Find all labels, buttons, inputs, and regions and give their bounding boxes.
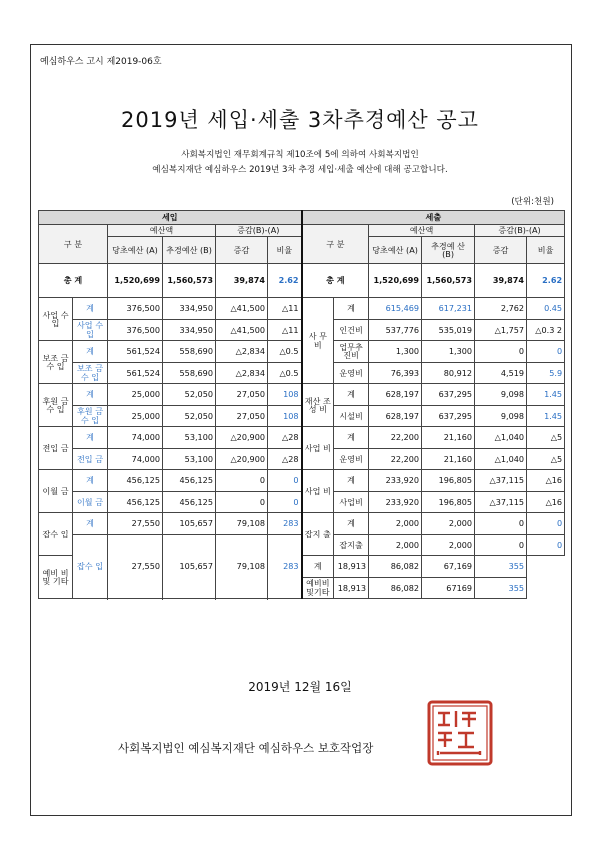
official-seal	[426, 699, 494, 767]
income-supp: 105,657	[163, 513, 216, 535]
income-orig: 561,524	[108, 362, 163, 384]
expense-supp: 2,000	[422, 534, 475, 556]
income-supp-header: 추경예산 (B)	[163, 237, 216, 264]
income-supp: 105,657	[163, 534, 216, 599]
expense-subcategory: 운영비	[334, 362, 369, 384]
income-orig-header: 당초예산 (A)	[108, 237, 163, 264]
expense-ratio: 0.45	[527, 298, 565, 320]
expense-ratio: 1.45	[527, 405, 565, 427]
income-ratio-header: 비율	[268, 237, 302, 264]
income-category: 보조 금수 입	[39, 341, 73, 384]
expense-supp: 535,019	[422, 319, 475, 341]
income-header: 세입	[39, 211, 302, 225]
income-diff-header: 증감(B)-(A)	[216, 225, 302, 237]
income-change: 0	[216, 491, 268, 513]
expense-orig: 628,197	[369, 384, 422, 406]
income-ratio: 108	[268, 405, 302, 427]
page-title: 2019년 세입·세출 3차추경예산 공고	[121, 108, 479, 132]
expense-subcategory: 계	[334, 427, 369, 449]
table-row	[39, 298, 565, 320]
income-ratio: 0	[268, 491, 302, 513]
expense-gubun-header: 구 분	[302, 225, 369, 264]
expense-supp: 2,000	[422, 513, 475, 535]
expense-budget-header: 예산액	[369, 225, 475, 237]
expense-category: 사업 비	[302, 427, 334, 470]
expense-supp: 196,805	[422, 491, 475, 513]
income-subcategory: 계	[73, 298, 108, 320]
income-orig: 376,500	[108, 298, 163, 320]
income-category: 사업 수입	[39, 298, 73, 341]
income-supp: 456,125	[163, 491, 216, 513]
expense-header: 세출	[302, 211, 565, 225]
income-orig: 74,000	[108, 448, 163, 470]
expense-subcategory: 운영비	[334, 448, 369, 470]
expense-orig-header: 당초예산 (A)	[369, 237, 422, 264]
expense-ratio: 0	[527, 534, 565, 556]
income-category: 잡수 입	[39, 513, 73, 556]
income-change: 79,108	[216, 534, 268, 599]
income-ratio: △11	[268, 319, 302, 341]
expense-change: △1,757	[475, 319, 527, 341]
expense-change: △37,115	[475, 470, 527, 492]
expense-subcategory: 계	[302, 556, 334, 578]
income-change: 27,050	[216, 384, 268, 406]
expense-change: △1,040	[475, 448, 527, 470]
expense-change: △1,040	[475, 427, 527, 449]
expense-subcategory: 업무추 진비	[334, 341, 369, 363]
income-category: 전입 금	[39, 427, 73, 470]
income-orig: 25,000	[108, 405, 163, 427]
income-subcategory: 보조 금수 입	[73, 362, 108, 384]
expense-supp: 617,231	[422, 298, 475, 320]
table-row	[39, 384, 565, 406]
expense-category: 예비 비 및 기타	[39, 556, 73, 599]
expense-subcategory: 시설비	[334, 405, 369, 427]
income-orig: 561,524	[108, 341, 163, 363]
income-total-ratio: 2.62	[268, 264, 302, 298]
expense-ratio-header: 비율	[527, 237, 565, 264]
expense-change-header: 증감	[475, 237, 527, 264]
expense-ratio: △0.3 2	[527, 319, 565, 341]
expense-category: 사 무 비	[302, 298, 334, 384]
expense-ratio: 0	[527, 341, 565, 363]
unit-label: (단위:천원)	[511, 197, 554, 207]
income-ratio: 283	[268, 513, 302, 535]
expense-orig: 76,393	[369, 362, 422, 384]
expense-category: 재산 조성 비	[302, 384, 334, 427]
income-subcategory: 사업 수입	[73, 319, 108, 341]
income-change: 0	[216, 470, 268, 492]
income-subcategory: 계	[73, 427, 108, 449]
expense-supp: 86,082	[369, 577, 422, 599]
income-gubun-header: 구 분	[39, 225, 108, 264]
expense-category: 사업 비	[302, 470, 334, 513]
income-total-change: 39,874	[216, 264, 268, 298]
expense-orig: 628,197	[369, 405, 422, 427]
income-subcategory: 계	[73, 384, 108, 406]
expense-orig: 18,913	[334, 577, 369, 599]
expense-change: 67,169	[422, 556, 475, 578]
income-supp: 334,950	[163, 298, 216, 320]
expense-supp: 21,160	[422, 448, 475, 470]
expense-subcategory: 계	[334, 298, 369, 320]
income-change: △20,900	[216, 427, 268, 449]
expense-subcategory: 예비비 및기타	[302, 577, 334, 599]
expense-change: 9,098	[475, 384, 527, 406]
subtitle-line-2: 예심복지재단 예심하우스 2019년 3차 추경 세입·세출 예산에 대해 공고합니다.	[152, 165, 448, 175]
expense-supp: 637,295	[422, 405, 475, 427]
income-subcategory: 계	[73, 341, 108, 363]
income-orig: 74,000	[108, 427, 163, 449]
income-total-label: 총 계	[39, 264, 108, 298]
income-supp: 456,125	[163, 470, 216, 492]
expense-change: 0	[475, 513, 527, 535]
income-supp: 53,100	[163, 448, 216, 470]
income-subcategory: 계	[73, 470, 108, 492]
income-subcategory: 전입 금	[73, 448, 108, 470]
income-ratio: 108	[268, 384, 302, 406]
income-supp: 52,050	[163, 384, 216, 406]
expense-orig: 18,913	[334, 556, 369, 578]
expense-ratio: △5	[527, 448, 565, 470]
expense-orig: 2,000	[369, 513, 422, 535]
income-supp: 334,950	[163, 319, 216, 341]
income-change: △2,834	[216, 362, 268, 384]
income-subcategory: 후원 금수 입	[73, 405, 108, 427]
income-orig: 25,000	[108, 384, 163, 406]
income-ratio: △0.5	[268, 341, 302, 363]
income-change: △2,834	[216, 341, 268, 363]
expense-supp: 86,082	[369, 556, 422, 578]
expense-orig: 1,300	[369, 341, 422, 363]
income-change: △41,500	[216, 319, 268, 341]
expense-change: 9,098	[475, 405, 527, 427]
expense-supp: 196,805	[422, 470, 475, 492]
income-orig: 27,550	[108, 534, 163, 599]
expense-orig: 2,000	[369, 534, 422, 556]
income-subcategory: 이월 금	[73, 491, 108, 513]
income-ratio: △28	[268, 427, 302, 449]
expense-total-change: 39,874	[475, 264, 527, 298]
income-budget-header: 예산액	[108, 225, 216, 237]
income-change-header: 증감	[216, 237, 268, 264]
income-category: 이월 금	[39, 470, 73, 513]
income-ratio: △11	[268, 298, 302, 320]
expense-orig: 615,469	[369, 298, 422, 320]
expense-supp: 21,160	[422, 427, 475, 449]
income-total-orig: 1,520,699	[108, 264, 163, 298]
subtitle-line-1: 사회복지법인 재무회계규칙 제10조에 5에 의하여 사회복지법인	[181, 150, 419, 160]
expense-supp: 1,300	[422, 341, 475, 363]
expense-supp: 637,295	[422, 384, 475, 406]
expense-change: 4,519	[475, 362, 527, 384]
income-change: △41,500	[216, 298, 268, 320]
income-subcategory: 잡수 입	[73, 534, 108, 599]
income-ratio: △28	[268, 448, 302, 470]
expense-ratio: 355	[475, 577, 527, 599]
income-ratio: △0.5	[268, 362, 302, 384]
expense-ratio: 0	[527, 513, 565, 535]
expense-total-label: 총 계	[302, 264, 369, 298]
expense-ratio: △5	[527, 427, 565, 449]
expense-ratio: △16	[527, 491, 565, 513]
expense-supp-header: 추경예 산 (B)	[422, 237, 475, 264]
table-row	[39, 427, 565, 449]
expense-orig: 22,200	[369, 427, 422, 449]
income-ratio: 0	[268, 470, 302, 492]
income-total-supp: 1,560,573	[163, 264, 216, 298]
income-change: 79,108	[216, 513, 268, 535]
expense-total-supp: 1,560,573	[422, 264, 475, 298]
income-ratio: 283	[268, 534, 302, 599]
expense-ratio: 355	[475, 556, 527, 578]
income-supp: 52,050	[163, 405, 216, 427]
expense-orig: 537,776	[369, 319, 422, 341]
expense-total-orig: 1,520,699	[369, 264, 422, 298]
table-row	[39, 470, 565, 492]
income-category: 후원 금수 입	[39, 384, 73, 427]
income-orig: 376,500	[108, 319, 163, 341]
income-orig: 456,125	[108, 491, 163, 513]
expense-ratio: △16	[527, 470, 565, 492]
expense-ratio: 5.9	[527, 362, 565, 384]
expense-orig: 233,920	[369, 470, 422, 492]
expense-supp: 80,912	[422, 362, 475, 384]
expense-subcategory: 계	[334, 513, 369, 535]
announcement-date: 2019년 12월 16일	[248, 680, 352, 694]
notice-number: 예심하우스 고시 제2019-06호	[40, 57, 162, 67]
expense-change: 2,762	[475, 298, 527, 320]
expense-subcategory: 인건비	[334, 319, 369, 341]
expense-ratio: 1.45	[527, 384, 565, 406]
budget-table	[38, 210, 565, 599]
income-supp: 558,690	[163, 341, 216, 363]
income-subcategory: 계	[73, 513, 108, 535]
expense-subcategory: 계	[334, 384, 369, 406]
income-orig: 456,125	[108, 470, 163, 492]
expense-total-ratio: 2.62	[527, 264, 565, 298]
expense-subcategory: 사업비	[334, 491, 369, 513]
expense-orig: 22,200	[369, 448, 422, 470]
total-row	[39, 264, 565, 298]
expense-subcategory: 계	[334, 470, 369, 492]
expense-diff-header: 증감(B)-(A)	[475, 225, 565, 237]
income-change: 27,050	[216, 405, 268, 427]
expense-subcategory: 잡지출	[334, 534, 369, 556]
expense-change: 0	[475, 341, 527, 363]
expense-orig: 233,920	[369, 491, 422, 513]
income-change: △20,900	[216, 448, 268, 470]
table-row	[39, 513, 565, 535]
expense-change: △37,115	[475, 491, 527, 513]
header-row-1	[39, 211, 565, 225]
issuer-name: 사회복지법인 예심복지재단 예심하우스 보호작업장	[118, 741, 374, 755]
income-supp: 558,690	[163, 362, 216, 384]
expense-change: 67169	[422, 577, 475, 599]
expense-category: 잡지 출	[302, 513, 334, 556]
header-row-2	[39, 225, 565, 237]
income-orig: 27,550	[108, 513, 163, 535]
expense-change: 0	[475, 534, 527, 556]
income-supp: 53,100	[163, 427, 216, 449]
